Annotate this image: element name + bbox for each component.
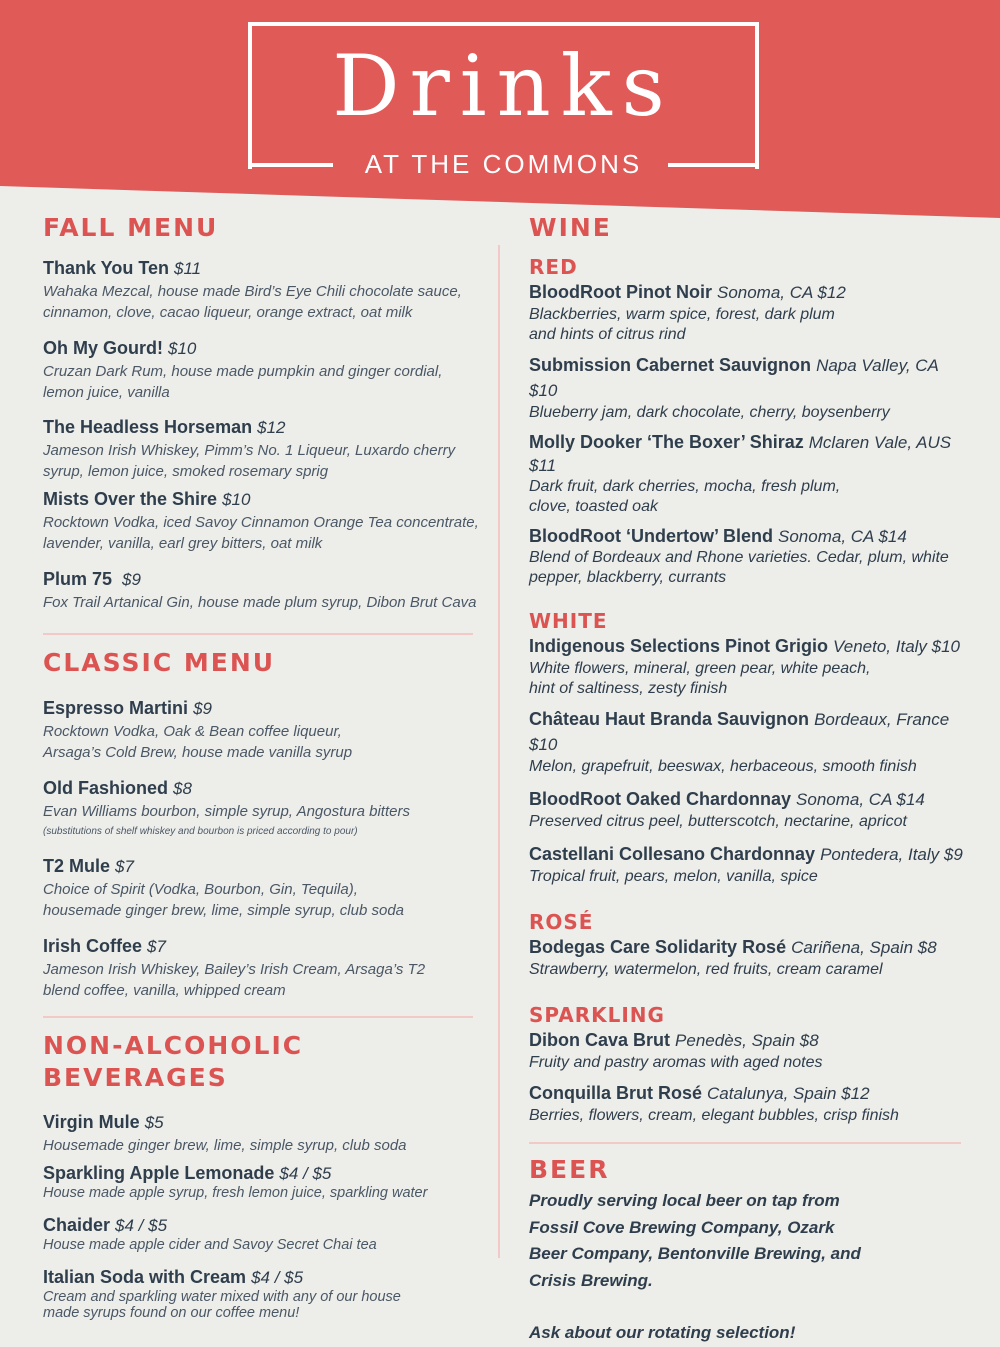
item-price: $9 — [193, 699, 212, 718]
item-price: $8 — [173, 779, 192, 798]
beer-title: BEER — [529, 1155, 610, 1184]
item-description: Wahaka Mezcal, house made Bird’s Eye Chili chocolate sauce, cinnamon, clove, cacao liqueur, orange extract, oat milk — [43, 283, 462, 321]
item-description: Choice of Spirit (Vodka, Bourbon, Gin, Tequila), housemade ginger brew, lime, simple syrup, club soda — [43, 881, 405, 919]
wine-region-price: Catalunya, Spain $12 — [707, 1084, 870, 1103]
menu-item — [43, 1110, 493, 1156]
wine-name: BloodRoot Pinot Noir — [529, 282, 712, 302]
item-name: Sparkling Apple Lemonade — [43, 1163, 275, 1183]
wine-item — [529, 431, 969, 517]
wine-name: Château Haut Branda Sauvignon — [529, 709, 810, 729]
page-subtitle: AT THE COMMONS — [364, 149, 643, 179]
menu-item — [43, 415, 493, 482]
wine-name: Indigenous Selections Pinot Grigio — [529, 636, 829, 656]
item-name: Mists Over the Shire — [43, 489, 218, 509]
wine-item — [529, 1081, 969, 1126]
wine-description: Tropical fruit, pears, melon, vanilla, spice — [529, 868, 818, 885]
wine-item — [529, 1028, 969, 1073]
wine-item — [529, 935, 969, 980]
wine-name: Bodegas Care Solidarity Rosé — [529, 937, 787, 957]
wine-description: Blackberries, warm spice, forest, dark plum and hints of citrus rind — [529, 306, 835, 343]
wine-region-price: Napa Valley, CA $10 — [529, 356, 939, 400]
sparkling-wine-title: SPARKLING — [529, 1003, 665, 1027]
column-divider — [498, 245, 500, 1258]
wine-title: WINE — [529, 213, 612, 242]
item-description: Cruzan Dark Rum, house made pumpkin and ginger cordial, lemon juice, vanilla — [43, 363, 443, 401]
wine-region-price: Cariñena, Spain $8 — [791, 938, 937, 957]
item-price: $5 — [144, 1113, 164, 1132]
item-description: House made apple syrup, fresh lemon juice, sparkling water — [43, 1185, 428, 1201]
wine-name: Dibon Cava Brut — [529, 1030, 671, 1050]
right-column — [529, 212, 969, 1347]
wine-region-price: Sonoma, CA $12 — [716, 283, 846, 302]
wine-region-price: Sonoma, CA $14 — [796, 790, 925, 809]
left-column — [43, 212, 493, 1321]
item-name: Oh My Gourd! — [43, 338, 163, 358]
wine-region-price: Mclaren Vale, AUS $11 — [529, 433, 952, 475]
wine-item — [529, 353, 969, 423]
menu-item — [43, 1162, 493, 1201]
wine-item — [529, 707, 969, 777]
item-price: $7 — [115, 857, 134, 876]
wine-region-price: Veneto, Italy $10 — [833, 637, 961, 656]
wine-region-price: Pontedera, Italy $9 — [820, 845, 963, 864]
item-description: Jameson Irish Whiskey, Bailey’s Irish Cream, Arsaga’s T2 blend coffee, vanilla, whipped cream — [43, 961, 426, 999]
item-description: Fox Trail Artanical Gin, house made plum syrup, Dibon Brut Cava — [43, 594, 477, 611]
wine-name: Castellani Collesano Chardonnay — [529, 844, 816, 864]
wine-region-price: Bordeaux, France $10 — [529, 710, 950, 754]
section-divider — [43, 633, 473, 635]
item-price: $11 — [174, 259, 202, 278]
wine-name: BloodRoot ‘Undertow’ Blend — [529, 526, 773, 546]
wine-item — [529, 525, 969, 588]
wine-description: Strawberry, watermelon, red fruits, cream caramel — [529, 961, 883, 978]
item-description: Cream and sparkling water mixed with any of our house made syrups found on our coffee menu! — [43, 1289, 401, 1321]
beer-note: Ask about our rotating selection! — [529, 1323, 796, 1342]
classic-menu-title: CLASSIC MENU — [43, 648, 276, 677]
wine-description: Blueberry jam, dark chocolate, cherry, boysenberry — [529, 404, 890, 421]
beer-line: Proudly serving local beer on tap from — [529, 1191, 840, 1210]
item-name: Plum 75 — [43, 569, 113, 589]
menu-item — [43, 567, 493, 613]
wine-description: Melon, grapefruit, beeswax, herbaceous, smooth finish — [529, 758, 917, 775]
item-price: $10 — [222, 490, 251, 509]
item-name: Old Fashioned — [43, 778, 169, 798]
red-wine-title: RED — [529, 255, 578, 279]
item-name: Chaider — [43, 1215, 111, 1235]
item-price: $4 / $5 — [279, 1164, 332, 1183]
rose-wine-title: ROSÉ — [529, 910, 594, 934]
item-name: T2 Mule — [43, 856, 111, 876]
menu-item — [43, 854, 493, 921]
item-price: $12 — [257, 418, 286, 437]
page-title: Drinks — [332, 37, 675, 135]
item-name: Virgin Mule — [43, 1112, 140, 1132]
item-name: Irish Coffee — [43, 936, 143, 956]
wine-description: Fruity and pastry aromas with aged notes — [529, 1054, 823, 1071]
section-divider — [529, 1142, 961, 1144]
item-name: Espresso Martini — [43, 698, 189, 718]
wine-description: Dark fruit, dark cherries, mocha, fresh plum, clove, toasted oak — [529, 478, 841, 515]
wine-description: Blend of Bordeaux and Rhone varieties. Cedar, plum, white pepper, blackberry, currants — [529, 549, 949, 586]
item-name: Italian Soda with Cream — [43, 1267, 247, 1287]
item-price: $10 — [168, 339, 197, 358]
wine-item — [529, 280, 969, 345]
menu-item — [43, 934, 493, 1001]
beer-line: Crisis Brewing. — [529, 1270, 653, 1290]
item-price: $4 / $5 — [251, 1268, 304, 1287]
wine-description: White flowers, mineral, green pear, white peach, hint of saltiness, zesty finish — [529, 660, 871, 697]
wine-region-price: Penedès, Spain $8 — [675, 1031, 819, 1050]
beer-line: Fossil Cove Brewing Company, Ozark — [529, 1217, 835, 1237]
item-description: Rocktown Vodka, iced Savoy Cinnamon Orange Tea concentrate, lavender, vanilla, earl grey bitters, oat milk — [43, 514, 479, 552]
wine-name: BloodRoot Oaked Chardonnay — [529, 789, 792, 809]
item-description: House made apple cider and Savoy Secret Chai tea — [43, 1237, 377, 1253]
menu-item — [43, 487, 493, 554]
menu-item — [43, 256, 493, 323]
fall-menu-title: FALL MENU — [43, 213, 219, 242]
item-name: The Headless Horseman — [43, 417, 253, 437]
wine-description: Preserved citrus peel, butterscotch, nectarine, apricot — [529, 813, 907, 830]
wine-name: Submission Cabernet Sauvignon — [529, 355, 812, 375]
non-alcoholic-title: NON-ALCOHOLIC BEVERAGES — [43, 1031, 304, 1092]
white-wine-title: WHITE — [529, 609, 608, 633]
wine-item — [529, 634, 969, 699]
wine-item — [529, 787, 969, 832]
item-description: Jameson Irish Whiskey, Pimm’s No. 1 Liqueur, Luxardo cherry syrup, lemon juice, smoked rosemary sprig — [43, 442, 456, 480]
wine-name: Molly Dooker ‘The Boxer’ Shiraz — [529, 432, 804, 452]
item-price: $9 — [122, 570, 141, 589]
wine-name: Conquilla Brut Rosé — [529, 1083, 703, 1103]
item-price: $7 — [147, 937, 166, 956]
item-price: $4 / $5 — [115, 1216, 168, 1235]
menu-item — [43, 776, 493, 840]
item-description: Evan Williams bourbon, simple syrup, Angostura bitters — [43, 803, 410, 820]
beer-line: Beer Company, Bentonville Brewing, and — [529, 1244, 861, 1263]
wine-description: Berries, flowers, cream, elegant bubbles, crisp finish — [529, 1107, 899, 1124]
menu-item — [43, 696, 493, 763]
wine-item — [529, 842, 969, 887]
beer-description — [529, 1188, 969, 1294]
item-name: Thank You Ten — [43, 258, 170, 278]
menu-item — [43, 1214, 493, 1253]
section-divider — [43, 1016, 473, 1018]
item-description: Housemade ginger brew, lime, simple syrup, club soda — [43, 1137, 407, 1154]
item-note: (substitutions of shelf whiskey and bourbon is priced according to pour) — [43, 826, 358, 837]
wine-region-price: Sonoma, CA $14 — [778, 527, 907, 546]
item-description: Rocktown Vodka, Oak & Bean coffee liqueur, Arsaga’s Cold Brew, house made vanilla syrup — [43, 723, 353, 761]
menu-item — [43, 336, 493, 403]
